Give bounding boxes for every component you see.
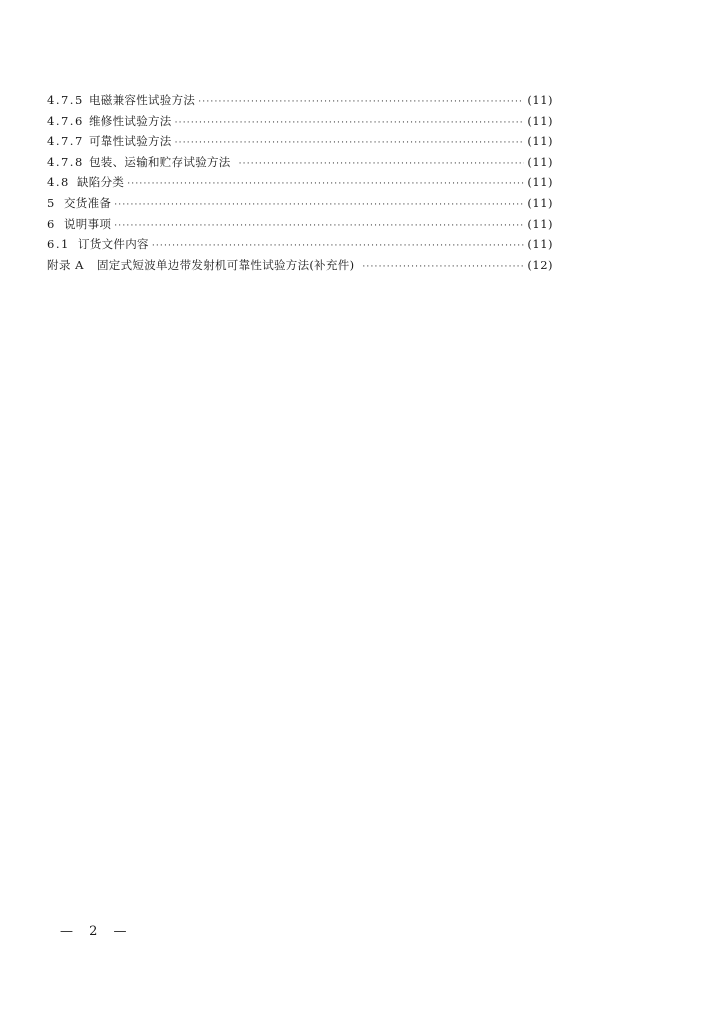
toc-entry-number: 4.7.7 bbox=[47, 134, 84, 149]
toc-entry-4-8[interactable] bbox=[47, 172, 553, 193]
toc-entry-number: 4.7.6 bbox=[47, 113, 84, 128]
toc-entry-page: (11) bbox=[527, 93, 553, 107]
toc-entry-page: (11) bbox=[527, 195, 553, 210]
toc-leader-dots bbox=[175, 133, 525, 154]
toc-entry-4-7-5[interactable] bbox=[47, 90, 553, 111]
toc-entry-page: (11) bbox=[527, 175, 553, 190]
toc-entry-page: (11) bbox=[527, 154, 553, 169]
toc-entry-title: 维修性试验方法 bbox=[89, 113, 172, 128]
toc-entry-page: (11) bbox=[527, 113, 553, 128]
toc-entry-page: (12) bbox=[527, 257, 553, 272]
toc-leader-dots bbox=[127, 174, 524, 195]
toc-entry-6[interactable] bbox=[47, 214, 553, 235]
toc-entry-number: 4.7.5 bbox=[47, 93, 84, 107]
toc-entry-number: 4.7.8 bbox=[47, 154, 84, 169]
toc-leader-dots bbox=[152, 236, 525, 257]
toc-entry-title: 交货准备 bbox=[64, 195, 112, 210]
toc-entry-page: (11) bbox=[527, 216, 553, 231]
toc-entry-title: 订货文件内容 bbox=[78, 237, 149, 252]
toc-leader-dots bbox=[114, 216, 524, 237]
toc-entry-page: (11) bbox=[527, 134, 553, 149]
toc-entry-number: 6.1 bbox=[47, 237, 70, 252]
toc-entry-number: 附录 A bbox=[47, 257, 84, 272]
toc-leader-dots bbox=[114, 195, 524, 216]
toc-entry-4-7-7[interactable] bbox=[47, 131, 553, 152]
toc-entry-4-7-6[interactable] bbox=[47, 111, 553, 132]
toc-leader-dots bbox=[175, 113, 525, 134]
toc-entry-title: 固定式短波单边带发射机可靠性试验方法(补充件) bbox=[97, 257, 355, 272]
toc-entry-5[interactable] bbox=[47, 193, 553, 214]
toc-entry-title: 缺陷分类 bbox=[77, 175, 125, 190]
page-number: — 2 — bbox=[60, 924, 133, 939]
toc-entry-number: 4.8 bbox=[47, 175, 70, 190]
toc-entry-page: (11) bbox=[527, 237, 553, 252]
toc-leader-dots bbox=[239, 154, 525, 175]
toc-entry-6-1[interactable] bbox=[47, 234, 553, 255]
toc-leader-dots bbox=[362, 257, 524, 278]
toc-entry-title: 包装、运输和贮存试验方法 bbox=[89, 154, 231, 169]
toc-entry-number: 6 bbox=[47, 216, 56, 231]
toc-leader-dots bbox=[198, 92, 524, 113]
toc-entry-number: 5 bbox=[47, 195, 56, 210]
toc-entry-title: 可靠性试验方法 bbox=[89, 134, 172, 149]
toc-entry-4-7-8[interactable] bbox=[47, 152, 553, 173]
table-of-contents bbox=[47, 90, 553, 275]
toc-entry-title: 电磁兼容性试验方法 bbox=[89, 93, 196, 107]
toc-entry-title: 说明事项 bbox=[64, 216, 112, 231]
toc-entry-appendix-a[interactable] bbox=[47, 255, 553, 276]
